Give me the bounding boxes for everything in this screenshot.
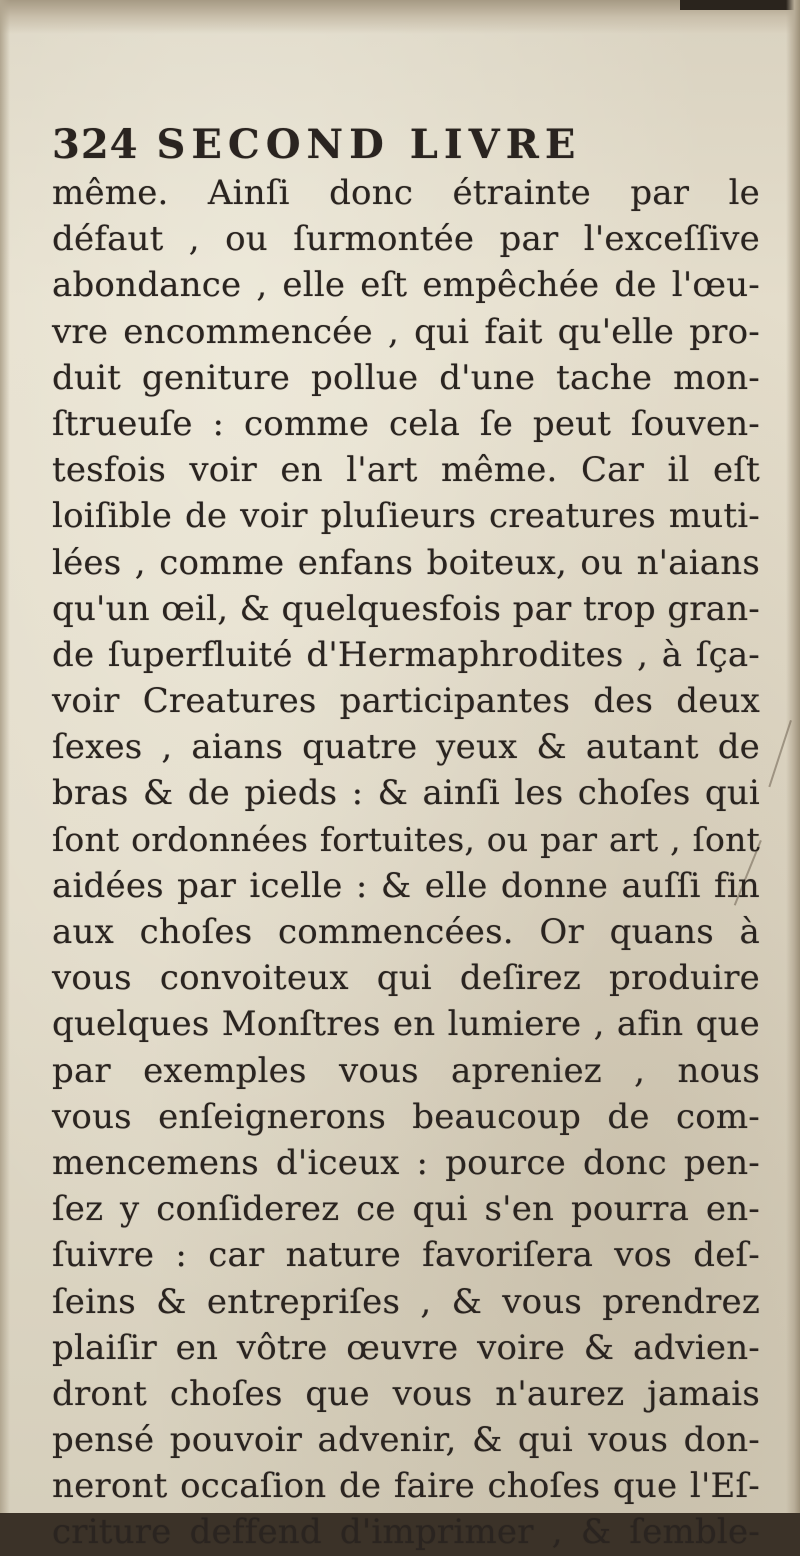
page-number: 324 xyxy=(52,121,139,168)
text-line: mencemens d'iceux : pource donc pen- xyxy=(52,1142,760,1183)
text-line: qu'un œil, & quelquesfois par trop gran- xyxy=(52,588,760,629)
text-line: aidées par icelle : & elle donne auſſi fin xyxy=(52,865,760,906)
text-line: par exemples vous apreniez , nous xyxy=(52,1050,760,1091)
text-line: ſez y conſiderez ce qui s'en pourra en- xyxy=(52,1189,760,1230)
text-line: même. Ainſi donc étrainte par le xyxy=(52,173,760,213)
page-text xyxy=(52,120,760,1556)
text-line: lées , comme enfans boiteux, ou n'aians xyxy=(52,542,760,583)
text-line: abondance , elle eſt empêchée de l'œu- xyxy=(52,265,760,306)
text-line: criture deffend d'imprimer , & ſemble- xyxy=(52,1512,760,1553)
text-line: dront choſes que vous n'aurez jamais xyxy=(52,1373,760,1414)
text-line: ſuivre : car nature favoriſera vos deſ- xyxy=(52,1235,760,1276)
text-line: neront occaſion de faire choſes que l'Eſ- xyxy=(52,1466,760,1507)
text-line: ſtrueuſe : comme cela ſe peut ſouven- xyxy=(52,403,760,444)
text-line: pensé pouvoir advenir, & qui vous don- xyxy=(52,1420,760,1461)
text-line: de ſuperfluité d'Hermaphrodites , à ſça- xyxy=(52,634,760,675)
text-line: défaut , ou ſurmontée par l'exceſſive xyxy=(52,219,760,260)
text-line: vre encommencée , qui fait qu'elle pro- xyxy=(52,311,760,352)
text-line: bras & de pieds : & ainſi les choſes qui xyxy=(52,773,760,814)
page-left-edge xyxy=(0,0,10,1513)
text-line: duit geniture pollue d'une tache mon- xyxy=(52,357,760,398)
text-line: aux choſes commencées. Or quans à xyxy=(52,912,760,952)
running-title: SECOND LIVRE xyxy=(156,121,582,168)
text-line: ſont ordonnées fortuites, ou par art , ſont xyxy=(52,819,760,859)
text-line: voir Creatures participantes des deux xyxy=(52,681,760,722)
text-line: vous enſeignerons beaucoup de com- xyxy=(52,1096,760,1137)
page-right-edge xyxy=(786,0,800,1513)
text-line: plaiſir en vôtre œuvre voire & advien- xyxy=(52,1327,760,1368)
text-line: tesfois voir en l'art même. Car il eſt xyxy=(52,450,760,491)
text-line: loiſible de voir pluſieurs creatures muti- xyxy=(52,496,760,537)
text-line: ſexes , aians quatre yeux & autant de xyxy=(52,727,760,768)
page-corner-shadow xyxy=(680,0,800,10)
text-line: vous convoiteux qui deſirez produire xyxy=(52,958,760,999)
text-line: ſeins & entrepriſes , & vous prendrez xyxy=(52,1281,760,1322)
text-line: quelques Monſtres en lumiere , afin que xyxy=(52,1004,760,1045)
body-text xyxy=(52,170,760,1556)
running-head xyxy=(52,120,760,170)
